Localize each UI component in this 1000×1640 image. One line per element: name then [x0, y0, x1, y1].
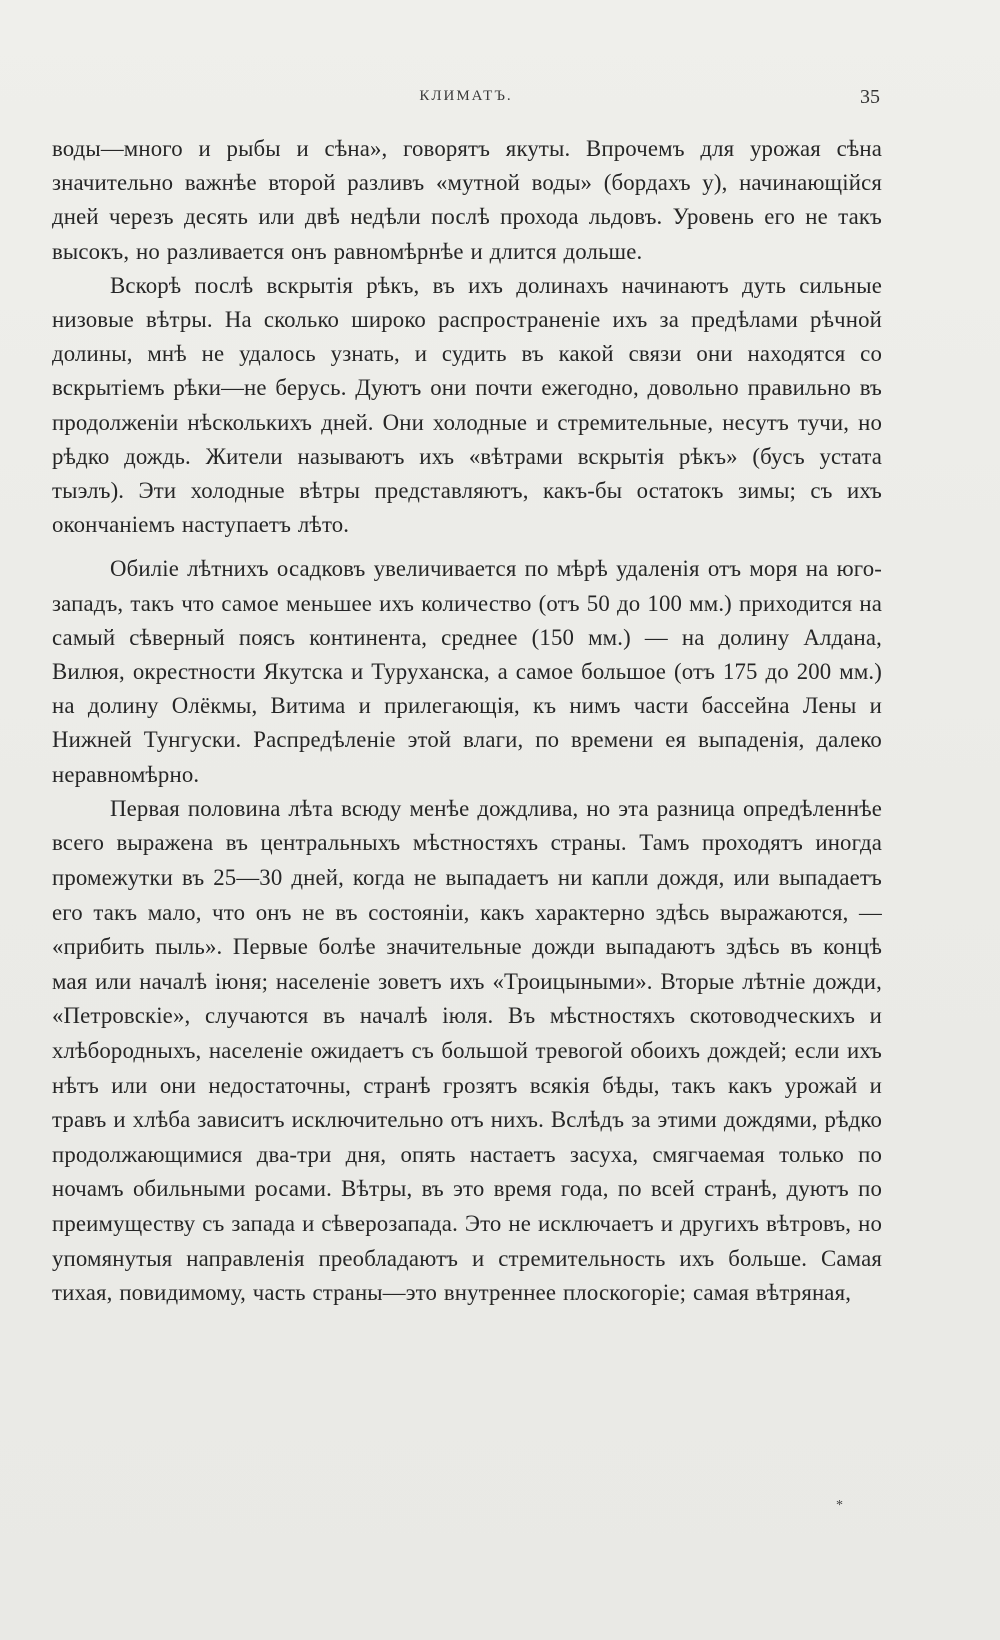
footer-mark: * — [836, 1498, 843, 1513]
paragraph-continued: воды—много и рыбы и сѣна», говорятъ якуты. Впрочемъ для урожая сѣна значительно важнѣе второй разливъ «мутной воды» (бордахъ у), начинающійся дней черезъ десять или двѣ недѣли послѣ прохода льдовъ. Уровень его не такъ высокъ, но разливается онъ равномѣрнѣе и длится дольше. — [52, 136, 882, 264]
running-title: КЛИМАТЪ. — [419, 88, 513, 104]
paragraph-precipitation: Обиліе лѣтнихъ осадковъ увеличивается по мѣрѣ удаленія отъ моря на юго-западъ, такъ что самое меньшее ихъ количество (отъ 50 до 100 мм.) приходится на самый сѣверный поясъ континента, среднее (150 мм.) — на долину Алдана, Вилюя, окрестности Якутска и Туруханска, а самое большое (отъ 175 до 200 мм.) на долину Олёкмы, Витима и прилегающія, къ нимъ части бассейна Лены и Нижней Тунгуски. Распредѣленіе этой влаги, по времени ея выпаденія, далеко неравномѣрно. — [52, 556, 882, 787]
paragraph-summer-rains: Первая половина лѣта всюду менѣе дождлива, но эта разница опредѣленнѣе всего выражена въ центральныхъ мѣстностяхъ страны. Тамъ проходятъ иногда промежутки въ 25—30 дней, когда не выпадаетъ ни капли дождя, или выпадаетъ его такъ мало, что онъ не въ состояніи, какъ характерно здѣсь выражаются, — «прибить пыль». Первые болѣе значительные дожди выпадаютъ здѣсь въ концѣ мая или началѣ іюня; населеніе зоветъ ихъ «Троицыными». Вторые лѣтніе дожди, «Петровскіе», случаются въ началѣ іюля. Въ мѣстностяхъ скотоводческихъ и хлѣбородныхъ, населеніе ожидаетъ съ большой тревогой обоихъ дождей; если ихъ нѣтъ или они недостаточны, странѣ грозятъ всякія бѣды, такъ какъ урожай и травъ и хлѣба зависитъ исключительно отъ нихъ. Вслѣдъ за этими дождями, рѣдко продолжающимися два-три дня, опять настаетъ засуха, смягчаемая только по ночамъ обильными росами. Вѣтры, въ это время года, по всей странѣ, дуютъ по преимуществу съ запада и сѣверозапада. Это не исключаетъ и другихъ вѣтровъ, но упомянутыя направленія преобладаютъ и стремительность ихъ больше. Самая тихая, повидимому, часть страны—это внутреннее плоскогоріе; самая вѣтряная, — [52, 795, 882, 1306]
running-head — [52, 88, 880, 118]
paragraph-winds: Вскорѣ послѣ вскрытія рѣкъ, въ ихъ долинахъ начинаютъ дуть сильные низовые вѣтры. На сколько широко распространеніе ихъ за предѣлами рѣчной долины, мнѣ не удалось узнать, и судить въ какой связи они находятся со вскрытіемъ рѣки—не берусь. Дуютъ они почти ежегодно, довольно правильно въ продолженіи нѣсколькихъ дней. Они холодные и стремительные, несутъ тучи, но рѣдко дождь. Жители называютъ ихъ «вѣтрами вскрытія рѣкъ» (бусъ устата тыэлъ). Эти холодные вѣтры представляютъ, какъ-бы остатокъ зимы; съ ихъ окончаніемъ наступаетъ лѣто. — [52, 272, 882, 538]
body-text — [52, 132, 882, 1311]
page-number: 35 — [860, 86, 880, 108]
